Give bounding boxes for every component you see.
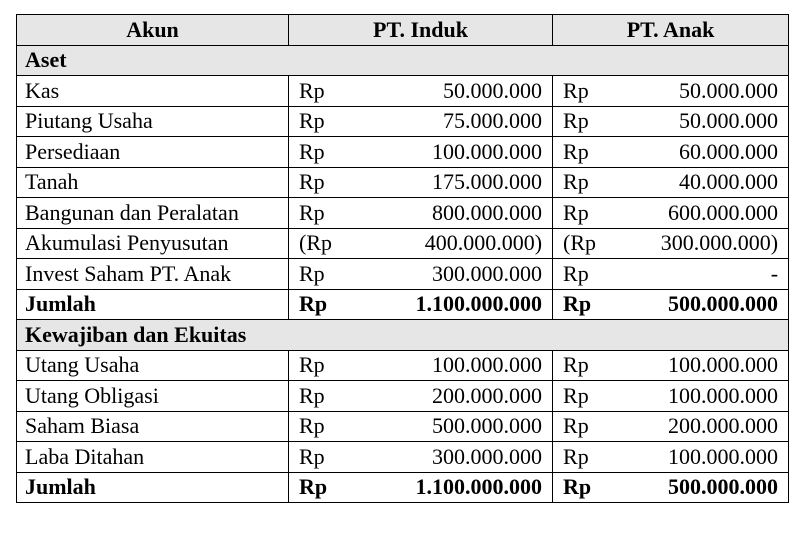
- account-cell: Saham Biasa: [17, 411, 289, 442]
- parent-currency-cell: Rp: [289, 106, 357, 137]
- subsidiary-amount-cell: -: [629, 259, 789, 290]
- account-cell: Laba Ditahan: [17, 442, 289, 473]
- account-cell: Akumulasi Penyusutan: [17, 228, 289, 259]
- parent-amount-cell: 300.000.000: [357, 442, 553, 473]
- subsidiary-currency-cell: Rp: [553, 198, 629, 229]
- account-cell: Utang Usaha: [17, 350, 289, 381]
- account-cell: Kas: [17, 76, 289, 107]
- account-cell: Jumlah: [17, 289, 289, 320]
- table-row: [17, 350, 789, 381]
- parent-amount-cell: 300.000.000: [357, 259, 553, 290]
- subsidiary-amount-cell: 40.000.000: [629, 167, 789, 198]
- subsidiary-amount-cell: 50.000.000: [629, 106, 789, 137]
- parent-currency-cell: Rp: [289, 198, 357, 229]
- account-cell: Utang Obligasi: [17, 381, 289, 412]
- header-row: [17, 15, 789, 46]
- total-row: [17, 289, 789, 320]
- subsidiary-currency-cell: Rp: [553, 411, 629, 442]
- parent-amount-cell: 100.000.000: [357, 137, 553, 168]
- parent-amount-cell: 1.100.000.000: [357, 289, 553, 320]
- subsidiary-currency-cell: Rp: [553, 167, 629, 198]
- subsidiary-amount-cell: 600.000.000: [629, 198, 789, 229]
- total-row: [17, 472, 789, 503]
- subsidiary-currency-cell: Rp: [553, 472, 629, 503]
- table-row: [17, 198, 789, 229]
- subsidiary-amount-cell: 100.000.000: [629, 442, 789, 473]
- subsidiary-currency-cell: Rp: [553, 381, 629, 412]
- table-row: [17, 381, 789, 412]
- balance-sheet: [16, 14, 789, 503]
- section-title: Aset: [17, 45, 789, 76]
- section-title: Kewajiban dan Ekuitas: [17, 320, 789, 351]
- subsidiary-currency-cell: Rp: [553, 137, 629, 168]
- subsidiary-amount-cell: 100.000.000: [629, 350, 789, 381]
- table-row: [17, 106, 789, 137]
- header-parent: PT. Induk: [289, 15, 553, 46]
- subsidiary-amount-cell: 50.000.000: [629, 76, 789, 107]
- parent-amount-cell: 1.100.000.000: [357, 472, 553, 503]
- subsidiary-amount-cell: 60.000.000: [629, 137, 789, 168]
- section-header-row: [17, 320, 789, 351]
- parent-currency-cell: Rp: [289, 411, 357, 442]
- parent-currency-cell: Rp: [289, 137, 357, 168]
- account-cell: Jumlah: [17, 472, 289, 503]
- subsidiary-amount-cell: 500.000.000: [629, 472, 789, 503]
- balance-sheet-table: [16, 14, 789, 503]
- table-row: [17, 442, 789, 473]
- subsidiary-amount-cell: 100.000.000: [629, 381, 789, 412]
- parent-amount-cell: 75.000.000: [357, 106, 553, 137]
- table-row: [17, 228, 789, 259]
- table-row: [17, 167, 789, 198]
- parent-currency-cell: Rp: [289, 76, 357, 107]
- subsidiary-currency-cell: Rp: [553, 76, 629, 107]
- parent-currency-cell: Rp: [289, 167, 357, 198]
- header-account: Akun: [17, 15, 289, 46]
- parent-currency-cell: Rp: [289, 289, 357, 320]
- parent-amount-cell: 175.000.000: [357, 167, 553, 198]
- account-cell: Invest Saham PT. Anak: [17, 259, 289, 290]
- parent-currency-cell: Rp: [289, 472, 357, 503]
- table-row: [17, 259, 789, 290]
- table-row: [17, 76, 789, 107]
- account-cell: Tanah: [17, 167, 289, 198]
- subsidiary-currency-cell: Rp: [553, 289, 629, 320]
- parent-currency-cell: Rp: [289, 259, 357, 290]
- parent-amount-cell: 50.000.000: [357, 76, 553, 107]
- subsidiary-amount-cell: 500.000.000: [629, 289, 789, 320]
- parent-amount-cell: 100.000.000: [357, 350, 553, 381]
- parent-amount-cell: 200.000.000: [357, 381, 553, 412]
- subsidiary-currency-cell: Rp: [553, 106, 629, 137]
- parent-currency-cell: Rp: [289, 350, 357, 381]
- header-subsidiary: PT. Anak: [553, 15, 789, 46]
- parent-currency-cell: (Rp: [289, 228, 357, 259]
- parent-amount-cell: 400.000.000): [357, 228, 553, 259]
- parent-currency-cell: Rp: [289, 381, 357, 412]
- account-cell: Persediaan: [17, 137, 289, 168]
- table-row: [17, 411, 789, 442]
- section-header-row: [17, 45, 789, 76]
- subsidiary-currency-cell: (Rp: [553, 228, 629, 259]
- parent-amount-cell: 500.000.000: [357, 411, 553, 442]
- parent-currency-cell: Rp: [289, 442, 357, 473]
- subsidiary-currency-cell: Rp: [553, 259, 629, 290]
- subsidiary-amount-cell: 300.000.000): [629, 228, 789, 259]
- account-cell: Piutang Usaha: [17, 106, 289, 137]
- subsidiary-currency-cell: Rp: [553, 350, 629, 381]
- table-row: [17, 137, 789, 168]
- parent-amount-cell: 800.000.000: [357, 198, 553, 229]
- account-cell: Bangunan dan Peralatan: [17, 198, 289, 229]
- subsidiary-amount-cell: 200.000.000: [629, 411, 789, 442]
- subsidiary-currency-cell: Rp: [553, 442, 629, 473]
